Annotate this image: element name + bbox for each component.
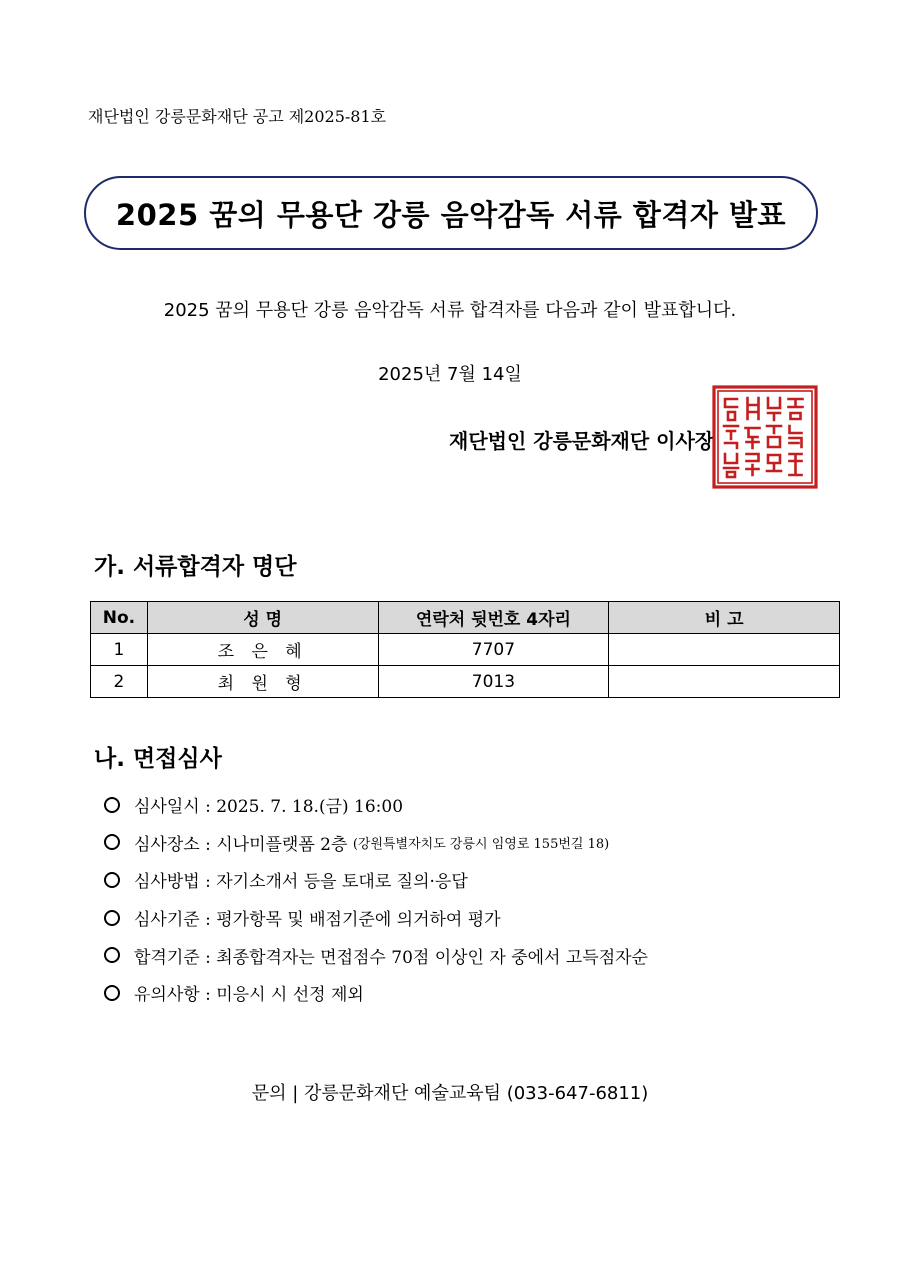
- notice-number: 재단법인 강릉문화재단 공고 제2025-81호: [88, 107, 387, 126]
- item-text: 심사방법 : 자기소개서 등을 토대로 질의·응답: [134, 872, 468, 893]
- circle-bullet-icon: [104, 834, 120, 850]
- cell-phone: 7013: [378, 666, 609, 698]
- item-note: (강원특별자치도 강릉시 임영로 155번길 18): [352, 836, 610, 852]
- list-item: [104, 974, 648, 1012]
- intro-text: 2025 꿈의 무용단 강릉 음악감독 서류 합격자를 다음과 같이 발표합니다.: [163, 300, 737, 321]
- list-item: [104, 824, 648, 862]
- cell-no: 1: [91, 634, 148, 666]
- circle-bullet-icon: [104, 872, 120, 888]
- interview-details-list: [104, 786, 648, 1012]
- item-text: 심사기준 : 평가항목 및 배점기준에 의거하여 평가: [134, 910, 501, 931]
- header-no: No.: [91, 602, 148, 634]
- cell-note: [609, 666, 840, 698]
- list-item: [104, 786, 648, 824]
- item-text: 유의사항 : 미응시 시 선정 제외: [134, 985, 364, 1006]
- cell-phone: 7707: [378, 634, 609, 666]
- cell-name: 최 원 형: [147, 666, 378, 698]
- cell-note: [609, 634, 840, 666]
- signature: 재단법인 강릉문화재단 이사장: [449, 429, 715, 453]
- applicant-table: [90, 601, 840, 698]
- item-text: 심사일시 : 2025. 7. 18.(금) 16:00: [134, 797, 404, 818]
- contact-info: 문의 | 강릉문화재단 예술교육팀 (033-647-6811): [251, 1083, 649, 1104]
- list-item: [104, 899, 648, 937]
- circle-bullet-icon: [104, 947, 120, 963]
- table-row: [91, 634, 840, 666]
- list-item: [104, 861, 648, 899]
- official-seal-icon: [712, 385, 818, 489]
- list-item: [104, 936, 648, 974]
- header-name: 성 명: [147, 602, 378, 634]
- section-title-applicants: 가. 서류합격자 명단: [94, 554, 297, 580]
- header-note: 비 고: [609, 602, 840, 634]
- table-header-row: [91, 602, 840, 634]
- circle-bullet-icon: [104, 797, 120, 813]
- table-row: [91, 666, 840, 698]
- header-phone: 연락처 뒷번호 4자리: [378, 602, 609, 634]
- cell-name: 조 은 혜: [147, 634, 378, 666]
- item-text: 합격기준 : 최종합격자는 면접점수 70점 이상인 자 중에서 고득점자순: [134, 947, 648, 968]
- title-box: [84, 176, 818, 250]
- cell-no: 2: [91, 666, 148, 698]
- document-title: 2025 꿈의 무용단 강릉 음악감독 서류 합격자 발표: [115, 197, 787, 232]
- section-title-interview: 나. 면접심사: [94, 746, 222, 772]
- item-text: 심사장소 : 시나미플랫폼 2층: [134, 834, 348, 855]
- circle-bullet-icon: [104, 910, 120, 926]
- announcement-date: 2025년 7월 14일: [378, 364, 522, 385]
- circle-bullet-icon: [104, 985, 120, 1001]
